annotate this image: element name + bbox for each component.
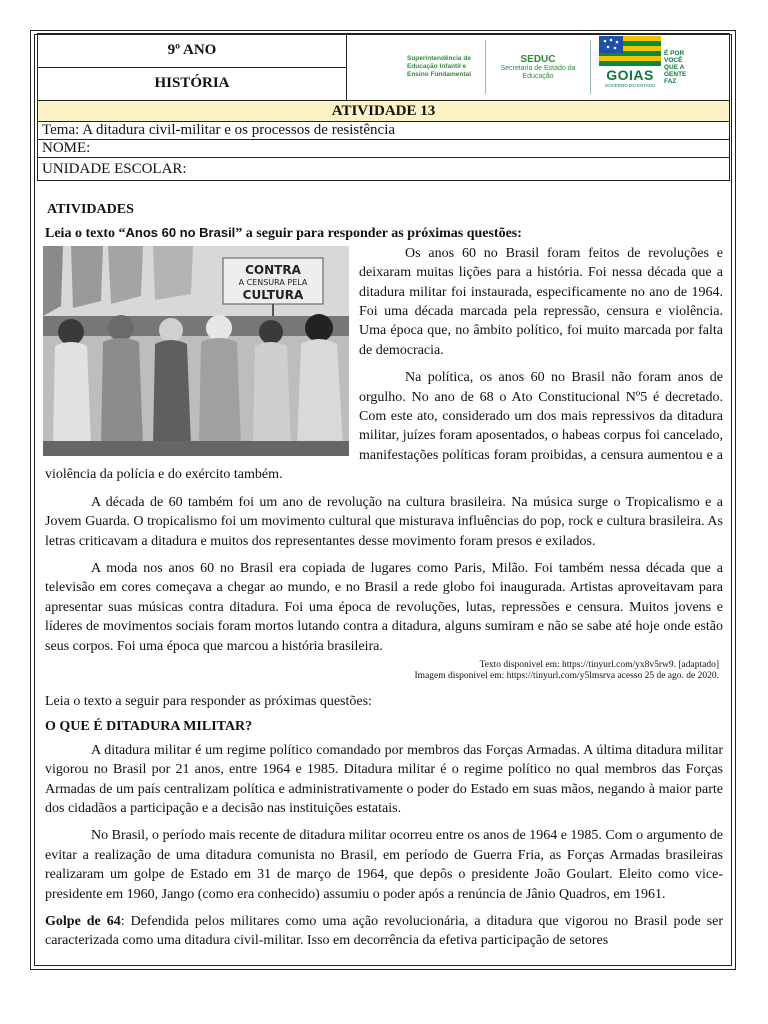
logos — [351, 34, 725, 100]
text1-paragraph-2: Na política, os anos 60 no Brasil não foram anos de orgulho. No ano de 68 o Ato Constitucional Nº5 é decretado. Com este ato, considerado um dos mais repressivos da ditadura militar, juízes foram aposentados, o habeas corpus foi cancelado, manifestações políticas foram proibidas, a censura aumentou e a violência da polícia e do exército também. — [45, 370, 723, 483]
logos-cell — [347, 34, 730, 101]
instruction-1-title: Anos 60 no Brasil — [125, 225, 236, 241]
sign-line-1: CONTRA — [245, 262, 301, 277]
text2-paragraph-1: A ditadura militar é um regime político comandado por membros das Forças Armadas. A última ditadura militar vigorou no Brasil por 21 anos, entre 1964 e 1985. Ditadura militar é o regime político no qual membros das Forças Armadas de um país centralizam política e administrativamente o poder do Estado em suas mãos, negando à maior parte dos cidadãos a participação e a decisão nas instituições estatais. — [45, 742, 723, 816]
superintendencia-logo: Superintendência de Educação Infantil e Ensino Fundamental — [407, 55, 471, 78]
text1-paragraph-1: Os anos 60 no Brasil foram feitos de revoluções e deixaram muitas lições para a história. Foi nessa década que a ditadura militar foi instaurada, especificamente no ano de 1964. Foi uma década marcada pela repressão, censura e violência. Uma época que, no âmbito político, foi muito marcada por falta de democracia. — [359, 245, 723, 358]
seduc-subtitle: Secretaria de Estado da Educação — [500, 64, 576, 80]
section-title: ATIVIDADES — [47, 202, 134, 217]
instruction-1-post: ” a seguir para responder as próximas questões: — [235, 226, 522, 242]
goias-logo — [599, 36, 690, 98]
seduc-logo — [494, 54, 582, 81]
subject-label: HISTÓRIA — [38, 67, 347, 101]
document-body — [45, 196, 723, 951]
text1-paragraph-4: A moda nos anos 60 no Brasil era copiada de lugares como Paris, Milão. Foi também nessa década que a televisão em cores começava a chegar ao mundo, e no Brasil a rede globo foi inaugurada. Artistas aproveitavam para apresentar suas músicas contra ditadura. Foi uma época de revoluções, lutas, repressões e censura. Muitos jovens e líderes de movimentos sociais foram mortos lutando contra a ditadura, alguns sumiram e não se sabe até hoje onde estão seus corpos. Foi uma época que marcou a história brasileira. — [45, 560, 723, 654]
header-table — [37, 33, 730, 181]
grade-label: 9º ANO — [38, 34, 347, 68]
source-image: Imagem disponível em: https://tinyurl.com/y5lmsrva acesso 25 de ago. de 2020. — [414, 670, 719, 681]
text2-paragraph-3-body: : Defendida pelos militares como uma ação revolucionária, a ditadura que vigorou no Brasil pode ser caracterizada como uma ditadura civil-militar. Isso em decorrência da efetiva participação de setores — [45, 914, 723, 949]
name-field[interactable]: NOME: — [38, 140, 730, 158]
seduc-title: SEDUC — [520, 53, 556, 65]
text2-paragraph-2: No Brasil, o período mais recente de ditadura militar ocorreu entre os anos de 1964 e 1985. Com o argumento de evitar a realização de uma ditadura comunista no Brasil, em período de Guerra Fria, as Forças Armadas brasileiras realizaram um golpe de Estado em 31 de março de 1964, que depôs o presidente João Goulart. Eleito como vice-presidente em 1960, Jango (como era conhecido) assumiu o poder após a renúncia de Jânio Quadros, em 1961. — [45, 828, 723, 902]
logo-divider — [590, 40, 591, 94]
article-title: O QUE É DITADURA MILITAR? — [45, 719, 253, 735]
activity-title: ATIVIDADE 13 — [38, 101, 730, 122]
goias-flag-block — [599, 36, 661, 98]
goias-wordmark: GOIAS — [606, 67, 654, 83]
goias-flag-icon — [599, 36, 661, 66]
instruction-text-2: Leia o texto a seguir para responder as próximas questões: — [45, 693, 372, 709]
instruction-1-pre: Leia o texto “ — [45, 226, 126, 242]
goias-slogan: É POR VOCÊ QUE A GENTE FAZ — [664, 49, 687, 85]
instruction-text-1 — [45, 223, 723, 243]
text2-paragraph-3 — [45, 912, 723, 951]
sign-line-2: A CENSURA PELA — [238, 277, 308, 287]
text1-paragraph-3: A década de 60 também foi um ano de revolução na cultura brasileira. Na música surge o Tropicalismo e a Jovem Guarda. O tropicalismo foi um movimento cultural que misturava influências do pop, rock e cultura brasileira. As letras criticavam a ditadura e muitos dos representantes desse movimento foram presos e exilados. — [45, 494, 723, 549]
theme-line: Tema: A ditadura civil-militar e os processos de resistência — [38, 122, 730, 140]
protest-photo — [43, 246, 349, 456]
source-text: Texto disponível em: https://tinyurl.com/yx8v5rw9. [adaptado] — [479, 659, 719, 670]
sign-line-3: CULTURA — [242, 287, 304, 302]
text2-paragraph-3-lead: Golpe de 64 — [45, 914, 121, 929]
school-field[interactable]: UNIDADE ESCOLAR: — [38, 158, 730, 181]
goias-government-label: GOVERNO DO ESTADO — [604, 83, 656, 88]
logo-divider — [485, 40, 486, 94]
